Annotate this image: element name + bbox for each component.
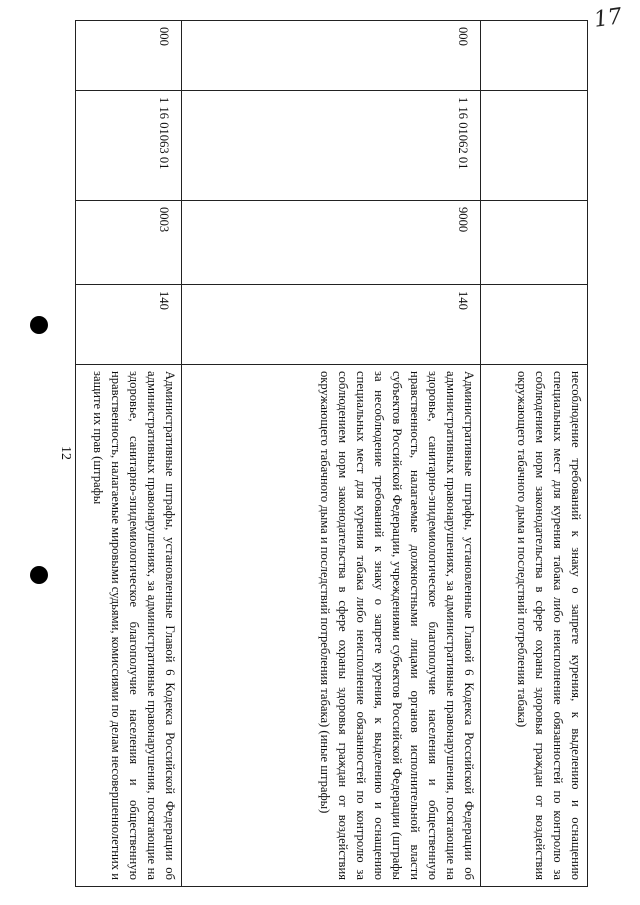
description-cell: несоблюдение требований к знаку о запрете курения, к выделению и оснащению специальных мест для курения табака либо неисполнение обязанностей по контролю за соблюдением норм законодательства в сфере охраны здоровья граждан от воздействия окружающего табачного дыма и последствий потребления табака) [481, 365, 588, 887]
admin-code-cell [481, 21, 588, 91]
kbk-code-cell: 1 16 01063 01 [76, 91, 182, 201]
description-cell: Административные штрафы, установленные Главой 6 Кодекса Российской Федерации об административных правонарушениях, за административные правонарушения, посягающие на здоровье, санитарно-эпидемиологическое благополучие населения и общественную нравственность, налагаемые мировыми судьями, комиссиями по делам несовершеннолетних и защите их прав (штрафы [76, 365, 182, 887]
subtype-code-cell [481, 201, 588, 285]
admin-code-cell: 000 [182, 21, 481, 91]
kosgu-code-cell: 140 [76, 285, 182, 365]
handwritten-page-mark: 17 [592, 4, 624, 33]
table-row [182, 21, 481, 887]
page-number: 12 [58, 446, 73, 460]
description-cell: Административные штрафы, установленные Главой 6 Кодекса Российской Федерации об административных правонарушениях, за административные правонарушения, посягающие на здоровье, санитарно-эпидемиологическое благополучие населения и общественную нравственность, налагаемые должностными лицами органов исполнительной власти субъектов Российской Федерации, учреждениями субъектов Российской Федерации (штрафы за несоблюдение требований к знаку о запрете курения, к выделению и оснащению специальных мест для курения табака либо неисполнение обязанностей по контролю за соблюдением норм законодательства в сфере охраны здоровья граждан от воздействия окружающего табачного дыма и последствий потребления табака) (иные штрафы) [182, 365, 481, 887]
punch-hole-top [30, 316, 48, 334]
rotated-table-area [91, 20, 588, 886]
budget-classification-table [75, 20, 588, 887]
table-row [481, 21, 588, 887]
subtype-code-cell: 0003 [76, 201, 182, 285]
kosgu-code-cell [481, 285, 588, 365]
kosgu-code-cell: 140 [182, 285, 481, 365]
subtype-code-cell: 9000 [182, 201, 481, 285]
table-row [76, 21, 182, 887]
admin-code-cell: 000 [76, 21, 182, 91]
kbk-code-cell [481, 91, 588, 201]
punch-hole-bottom [30, 566, 48, 584]
kbk-code-cell: 1 16 01062 01 [182, 91, 481, 201]
